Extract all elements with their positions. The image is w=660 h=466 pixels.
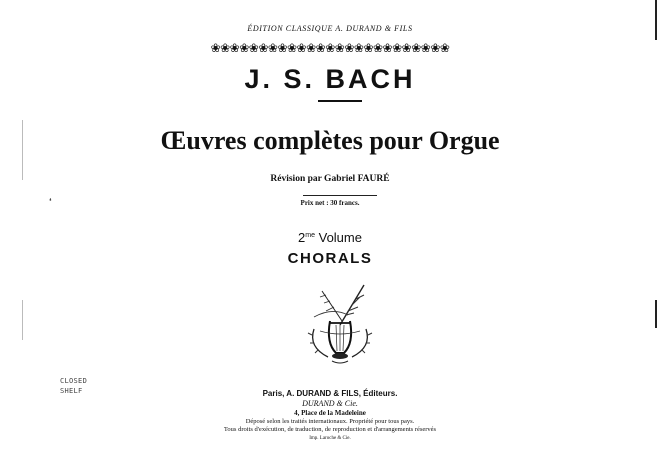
copyright-notice: Déposé selon les traités internationaux. Propriété pour tous pays.	[245, 418, 415, 425]
ornament-border: ❀❀❀❀❀❀❀❀❀❀❀❀❀❀❀❀❀❀❀❀❀❀❀❀❀	[210, 41, 450, 55]
volume-label	[0, 230, 660, 245]
scan-artifact-line	[22, 120, 23, 180]
edition-header: ÉDITION CLASSIQUE A. DURAND & FILS	[247, 24, 413, 33]
scan-edge-mark	[655, 0, 657, 40]
work-title: Œuvres complètes pour Orgue	[160, 126, 500, 155]
divider-rule	[318, 100, 362, 102]
volume-number: 2	[298, 230, 306, 245]
margin-mark: ❛	[49, 197, 52, 206]
publisher-successor: DURAND & Cie.	[302, 399, 358, 408]
scan-artifact-line	[22, 300, 23, 340]
lyre-palm-emblem-icon	[302, 281, 378, 365]
volume-subtitle: CHORALS	[287, 250, 373, 267]
library-stamp	[60, 376, 87, 396]
scan-edge-mark	[655, 300, 657, 328]
stamp-line-2: SHELF	[60, 387, 83, 395]
price-rule	[303, 195, 377, 196]
composer-name: J. S. BACH	[244, 64, 416, 94]
publisher-address: 4, Place de la Madeleine	[294, 409, 366, 417]
stamp-line-1: CLOSED	[60, 377, 88, 385]
printer-credit: Imp. Laroche & Cie.	[309, 436, 351, 441]
price-label: Prix net : 30 francs.	[300, 199, 360, 207]
publisher-line: Paris, A. DURAND & FILS, Éditeurs.	[262, 389, 398, 398]
revision-credit: Révision par Gabriel FAURÉ	[270, 174, 390, 184]
volume-suffix: me	[305, 232, 315, 239]
rights-reserved-notice: Tous droits d'exécution, de traduction, de reproduction et d'arrangements réservés	[223, 426, 437, 433]
volume-word: Volume	[318, 230, 362, 245]
